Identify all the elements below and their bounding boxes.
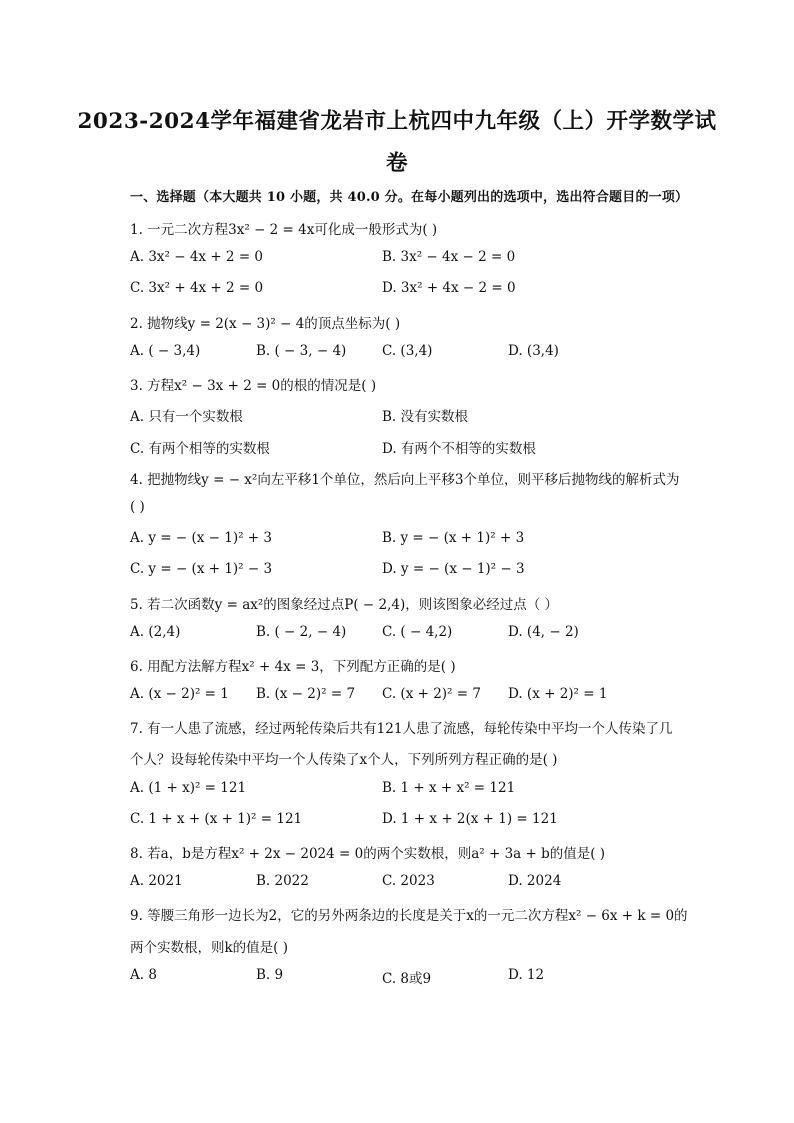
question-6-option-b: B. (x − 2)² = 7 [256, 686, 356, 702]
question-3-option-b: B. 没有实数根 [382, 409, 469, 425]
question-7-option-a: A. (1 + x)² = 121 [130, 780, 247, 796]
question-9-option-d: D. 12 [508, 967, 545, 983]
question-5-stem: 5. 若二次函数y = ax²的图象经过点P( − 2,4)，则该图象必经过点（ ） [130, 597, 559, 613]
question-4-option-d: D. y = − (x − 1)² − 3 [382, 561, 525, 577]
question-4-option-a: A. y = − (x − 1)² + 3 [130, 530, 272, 546]
question-7-stem-line2: 个人？设每轮传染中平均一个人传染了x个人，下列所列方程正确的是( ) [130, 752, 558, 768]
question-7-option-c: C. 1 + x + (x + 1)² = 121 [130, 811, 303, 827]
question-3-option-c: C. 有两个相等的实数根 [130, 441, 270, 457]
question-9-option-b: B. 9 [256, 967, 284, 983]
question-5-option-d: D. (4, − 2) [508, 624, 579, 640]
question-3-option-a: A. 只有一个实数根 [130, 409, 243, 425]
question-6-option-a: A. (x − 2)² = 1 [130, 686, 229, 702]
question-8-stem: 8. 若a，b是方程x² + 2x − 2024 = 0的两个实数根，则a² + 3a + b的值是( ) [130, 846, 606, 862]
question-3-stem: 3. 方程x² − 3x + 2 = 0的根的情况是( ) [130, 378, 377, 394]
question-8-option-b: B. 2022 [256, 873, 309, 889]
question-6-option-d: D. (x + 2)² = 1 [508, 686, 608, 702]
question-7-option-b: B. 1 + x + x² = 121 [382, 780, 516, 796]
question-1-option-d: D. 3x² + 4x − 2 = 0 [382, 280, 516, 296]
question-5-option-b: B. ( − 2, − 4) [256, 624, 347, 640]
question-1-option-b: B. 3x² − 4x − 2 = 0 [382, 249, 516, 265]
question-5-option-c: C. ( − 4,2) [382, 624, 453, 640]
exam-title-line2: 卷 [385, 151, 408, 176]
question-9-stem-line1: 9. 等腰三角形一边长为2，它的另外两条边的长度是关于x的一元二次方程x² − 6x + k = 0的 [130, 908, 688, 924]
section-heading: 一、选择题（本大题共 10 小题，共 40.0 分。在每小题列出的选项中，选出符合题目的一项） [130, 190, 689, 205]
question-8-option-d: D. 2024 [508, 873, 562, 889]
question-2-option-b: B. ( − 3, − 4) [256, 343, 347, 359]
question-1-option-c: C. 3x² + 4x + 2 = 0 [130, 280, 264, 296]
question-2-option-a: A. ( − 3,4) [130, 343, 201, 359]
question-5-option-a: A. (2,4) [130, 624, 181, 640]
question-6-stem: 6. 用配方法解方程x² + 4x = 3，下列配方正确的是( ) [130, 659, 456, 675]
question-2-stem: 2. 抛物线y = 2(x − 3)² − 4的顶点坐标为( ) [130, 316, 401, 332]
question-7-option-d: D. 1 + x + 2(x + 1) = 121 [382, 811, 558, 827]
question-4-option-b: B. y = − (x + 1)² + 3 [382, 530, 525, 546]
question-8-option-c: C. 2023 [382, 873, 435, 889]
question-7-stem-line1: 7. 有一人患了流感，经过两轮传染后共有121人患了流感，每轮传染中平均一个人传染了几 [130, 721, 673, 737]
exam-title-line1: 2023-2024学年福建省龙岩市上杭四中九年级（上）开学数学试 [77, 109, 717, 134]
question-4-option-c: C. y = − (x + 1)² − 3 [130, 561, 273, 577]
question-8-option-a: A. 2021 [130, 873, 183, 889]
question-1-stem: 1. 一元二次方程3x² − 2 = 4x可化成一般形式为( ) [130, 222, 438, 238]
question-9-option-c: C. 8或9 [382, 971, 432, 987]
question-9-option-a: A. 8 [130, 967, 157, 983]
question-9-stem-line2: 两个实数根，则k的值是( ) [130, 940, 289, 956]
question-4-stem-line2: ( ) [130, 499, 145, 515]
question-2-option-c: C. (3,4) [382, 343, 433, 359]
question-6-option-c: C. (x + 2)² = 7 [382, 686, 481, 702]
question-3-option-d: D. 有两个不相等的实数根 [382, 441, 536, 457]
question-4-stem-line1: 4. 把抛物线y = − x²向左平移1个单位，然后向上平移3个单位，则平移后抛物线的解析式为 [130, 472, 680, 488]
question-1-option-a: A. 3x² − 4x + 2 = 0 [130, 249, 264, 265]
question-2-option-d: D. (3,4) [508, 343, 559, 359]
